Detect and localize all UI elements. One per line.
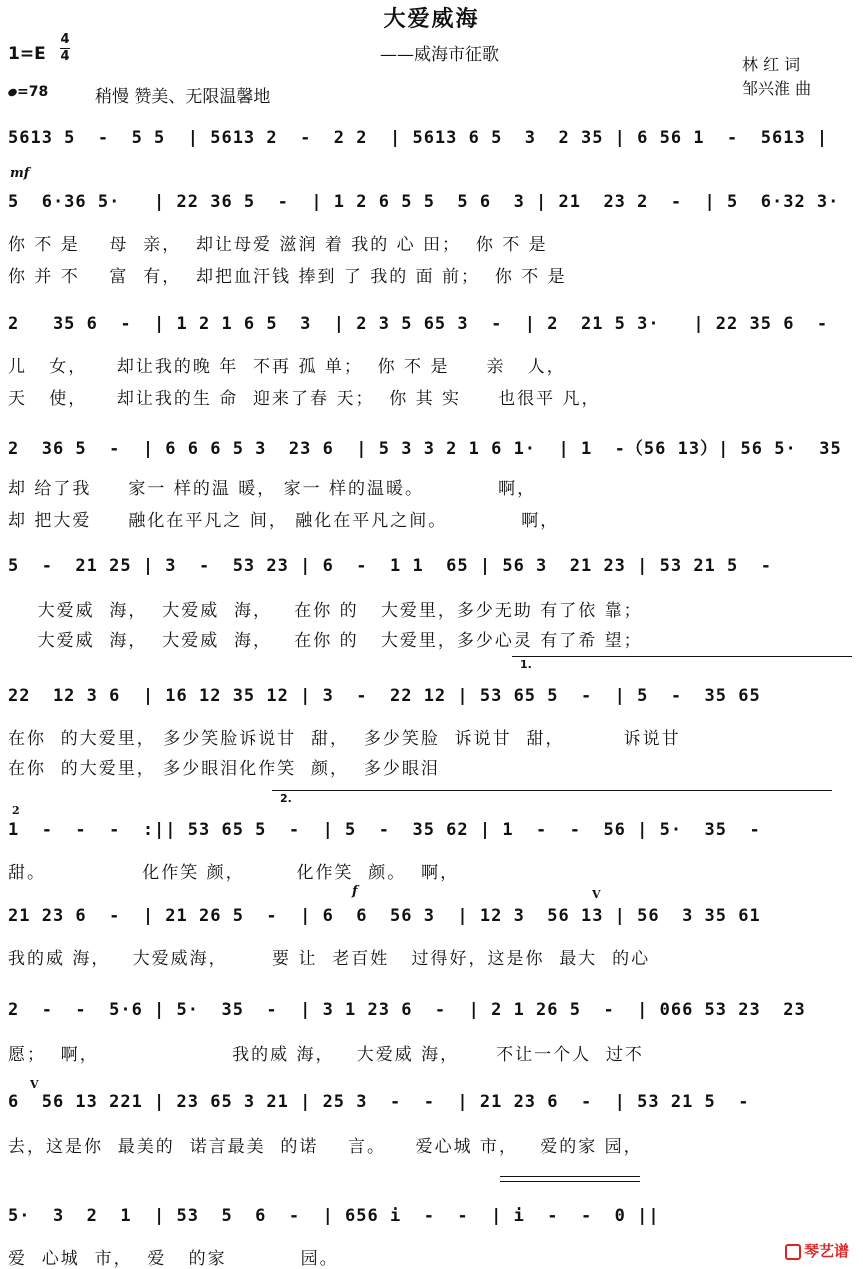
- notation-line: 2 35 6 - | 1 2 1 6 5 3 | 2 3 5 65 3 - | 2 21 5 3· | 22 35 6 -: [8, 314, 829, 334]
- lyric-verse-2: 大爱威 海， 大爱威 海， 在你 的 大爱里，多少心灵 有了希 望；: [8, 631, 643, 651]
- watermark: 琴艺谱: [785, 1240, 849, 1261]
- notation-line: 5· 3 2 1 | 53 5 6 - | 656 i - - | i - - 0 ||: [8, 1206, 660, 1226]
- volta-bracket-1: [512, 656, 852, 657]
- meter-bottom: 4: [60, 49, 70, 64]
- lyric-verse-2: 你 并 不 富 有， 却把血汗钱 捧到 了 我的 面 前； 你 不 是: [8, 267, 567, 287]
- notation-line: 2 36 5 - | 6 6 6 5 3 23 6 | 5 3 3 2 1 6 1· | 1 -（56 13）| 56 5· 35: [8, 439, 842, 459]
- volta-label-2: 2.: [280, 792, 292, 805]
- qinyipu-logo-icon: [785, 1244, 801, 1260]
- time-signature: [60, 32, 70, 65]
- lyric-verse-1: 儿 女， 却让我的晚 年 不再 孤 单； 你 不 是 亲 人，: [8, 357, 566, 377]
- notation-line: 5 6·36 5· | 22 36 5 - | 1 2 6 5 5 5 6 3 | 21 23 2 - | 5 6·32 3·: [8, 192, 840, 212]
- notation-line: 6 56 13 221 | 23 65 3 21 | 25 3 - - | 21 23 6 - | 53 21 5 -: [8, 1092, 750, 1112]
- tempo-marking: =78: [8, 84, 48, 100]
- key-signature: 1=E: [8, 44, 46, 64]
- notation-line: 5613 5 - 5 5 | 5613 2 - 2 2 | 5613 6 5 3 2 35 | 6 56 1 - 5613 |: [8, 128, 829, 148]
- notation-line: 22 12 3 6 | 16 12 35 12 | 3 - 22 12 | 53 65 5 - | 5 - 35 65: [8, 686, 761, 706]
- page-title: 大爱威海: [383, 7, 480, 32]
- lyric-verse-1: 去，这是你 最美的 诺言最美 的诺 言。 爱心城 市， 爱的家 园，: [8, 1137, 643, 1157]
- lyric-verse-1: 爱 心城 市， 爱 的家 园。: [8, 1249, 339, 1269]
- breath-mark: V: [30, 1078, 39, 1091]
- lyric-verse-1: 却 给了我 家一 样的温 暖， 家一 样的温暖。 啊，: [8, 479, 537, 499]
- tremolo-line: [500, 1181, 640, 1182]
- lyric-verse-1: 我的威 海， 大爱威海， 要 让 老百姓 过得好，这是你 最大 的心: [8, 949, 651, 969]
- notation-line: 1 - - - :|| 53 65 5 - | 5 - 35 62 | 1 - - 56 | 5· 35 -: [8, 820, 761, 840]
- dynamic-mf: mf: [10, 166, 30, 181]
- notation-line: 21 23 6 - | 21 26 5 - | 6 6 56 3 | 12 3 56 13 | 56 3 35 61: [8, 906, 761, 926]
- subtitle: ——威海市征歌: [380, 45, 499, 65]
- tremolo-line: [500, 1176, 640, 1177]
- volta-label-1: 1.: [520, 658, 532, 671]
- notation-line: 5 - 21 25 | 3 - 53 23 | 6 - 1 1 65 | 56 3 21 23 | 53 21 5 -: [8, 556, 772, 576]
- lyricist-credit: 林 红 词: [742, 55, 801, 74]
- expression-marking: 稍慢 赞美、无限温馨地: [95, 87, 271, 107]
- lyric-verse-1: 在你 的大爱里， 多少笑脸诉说甘 甜， 多少笑脸 诉说甘 甜， 诉说甘: [8, 729, 681, 749]
- lyric-verse-1: 愿； 啊， 我的威 海， 大爱威 海， 不让一个人 过不: [8, 1045, 644, 1065]
- lyric-verse-2: 在你 的大爱里， 多少眼泪化作笑 颜， 多少眼泪: [8, 759, 440, 779]
- repeat-count: 2: [12, 804, 20, 817]
- lyric-verse-1: 甜。 化作笑 颜， 化作笑 颜。 啊，: [8, 863, 460, 883]
- lyric-verse-2: 天 使， 却让我的生 命 迎来了春 天； 你 其 实 也很平 凡，: [8, 389, 601, 409]
- meter-top: 4: [60, 32, 70, 47]
- composer-credit: 邹兴淮 曲: [742, 79, 812, 98]
- lyric-verse-1: 大爱威 海， 大爱威 海， 在你 的 大爱里，多少无助 有了依 靠；: [8, 601, 643, 621]
- breath-mark: V: [592, 888, 601, 901]
- notation-line: 2 - - 5·6 | 5· 35 - | 3 1 23 6 - | 2 1 26 5 - | 066 53 23 23: [8, 1000, 806, 1020]
- volta-bracket-2: [272, 790, 832, 791]
- lyric-verse-1: 你 不 是 母 亲， 却让母爱 滋润 着 我的 心 田； 你 不 是: [8, 235, 548, 255]
- lyric-verse-2: 却 把大爱 融化在平凡之 间， 融化在平凡之间。 啊，: [8, 511, 560, 531]
- dynamic-f: f: [352, 884, 358, 899]
